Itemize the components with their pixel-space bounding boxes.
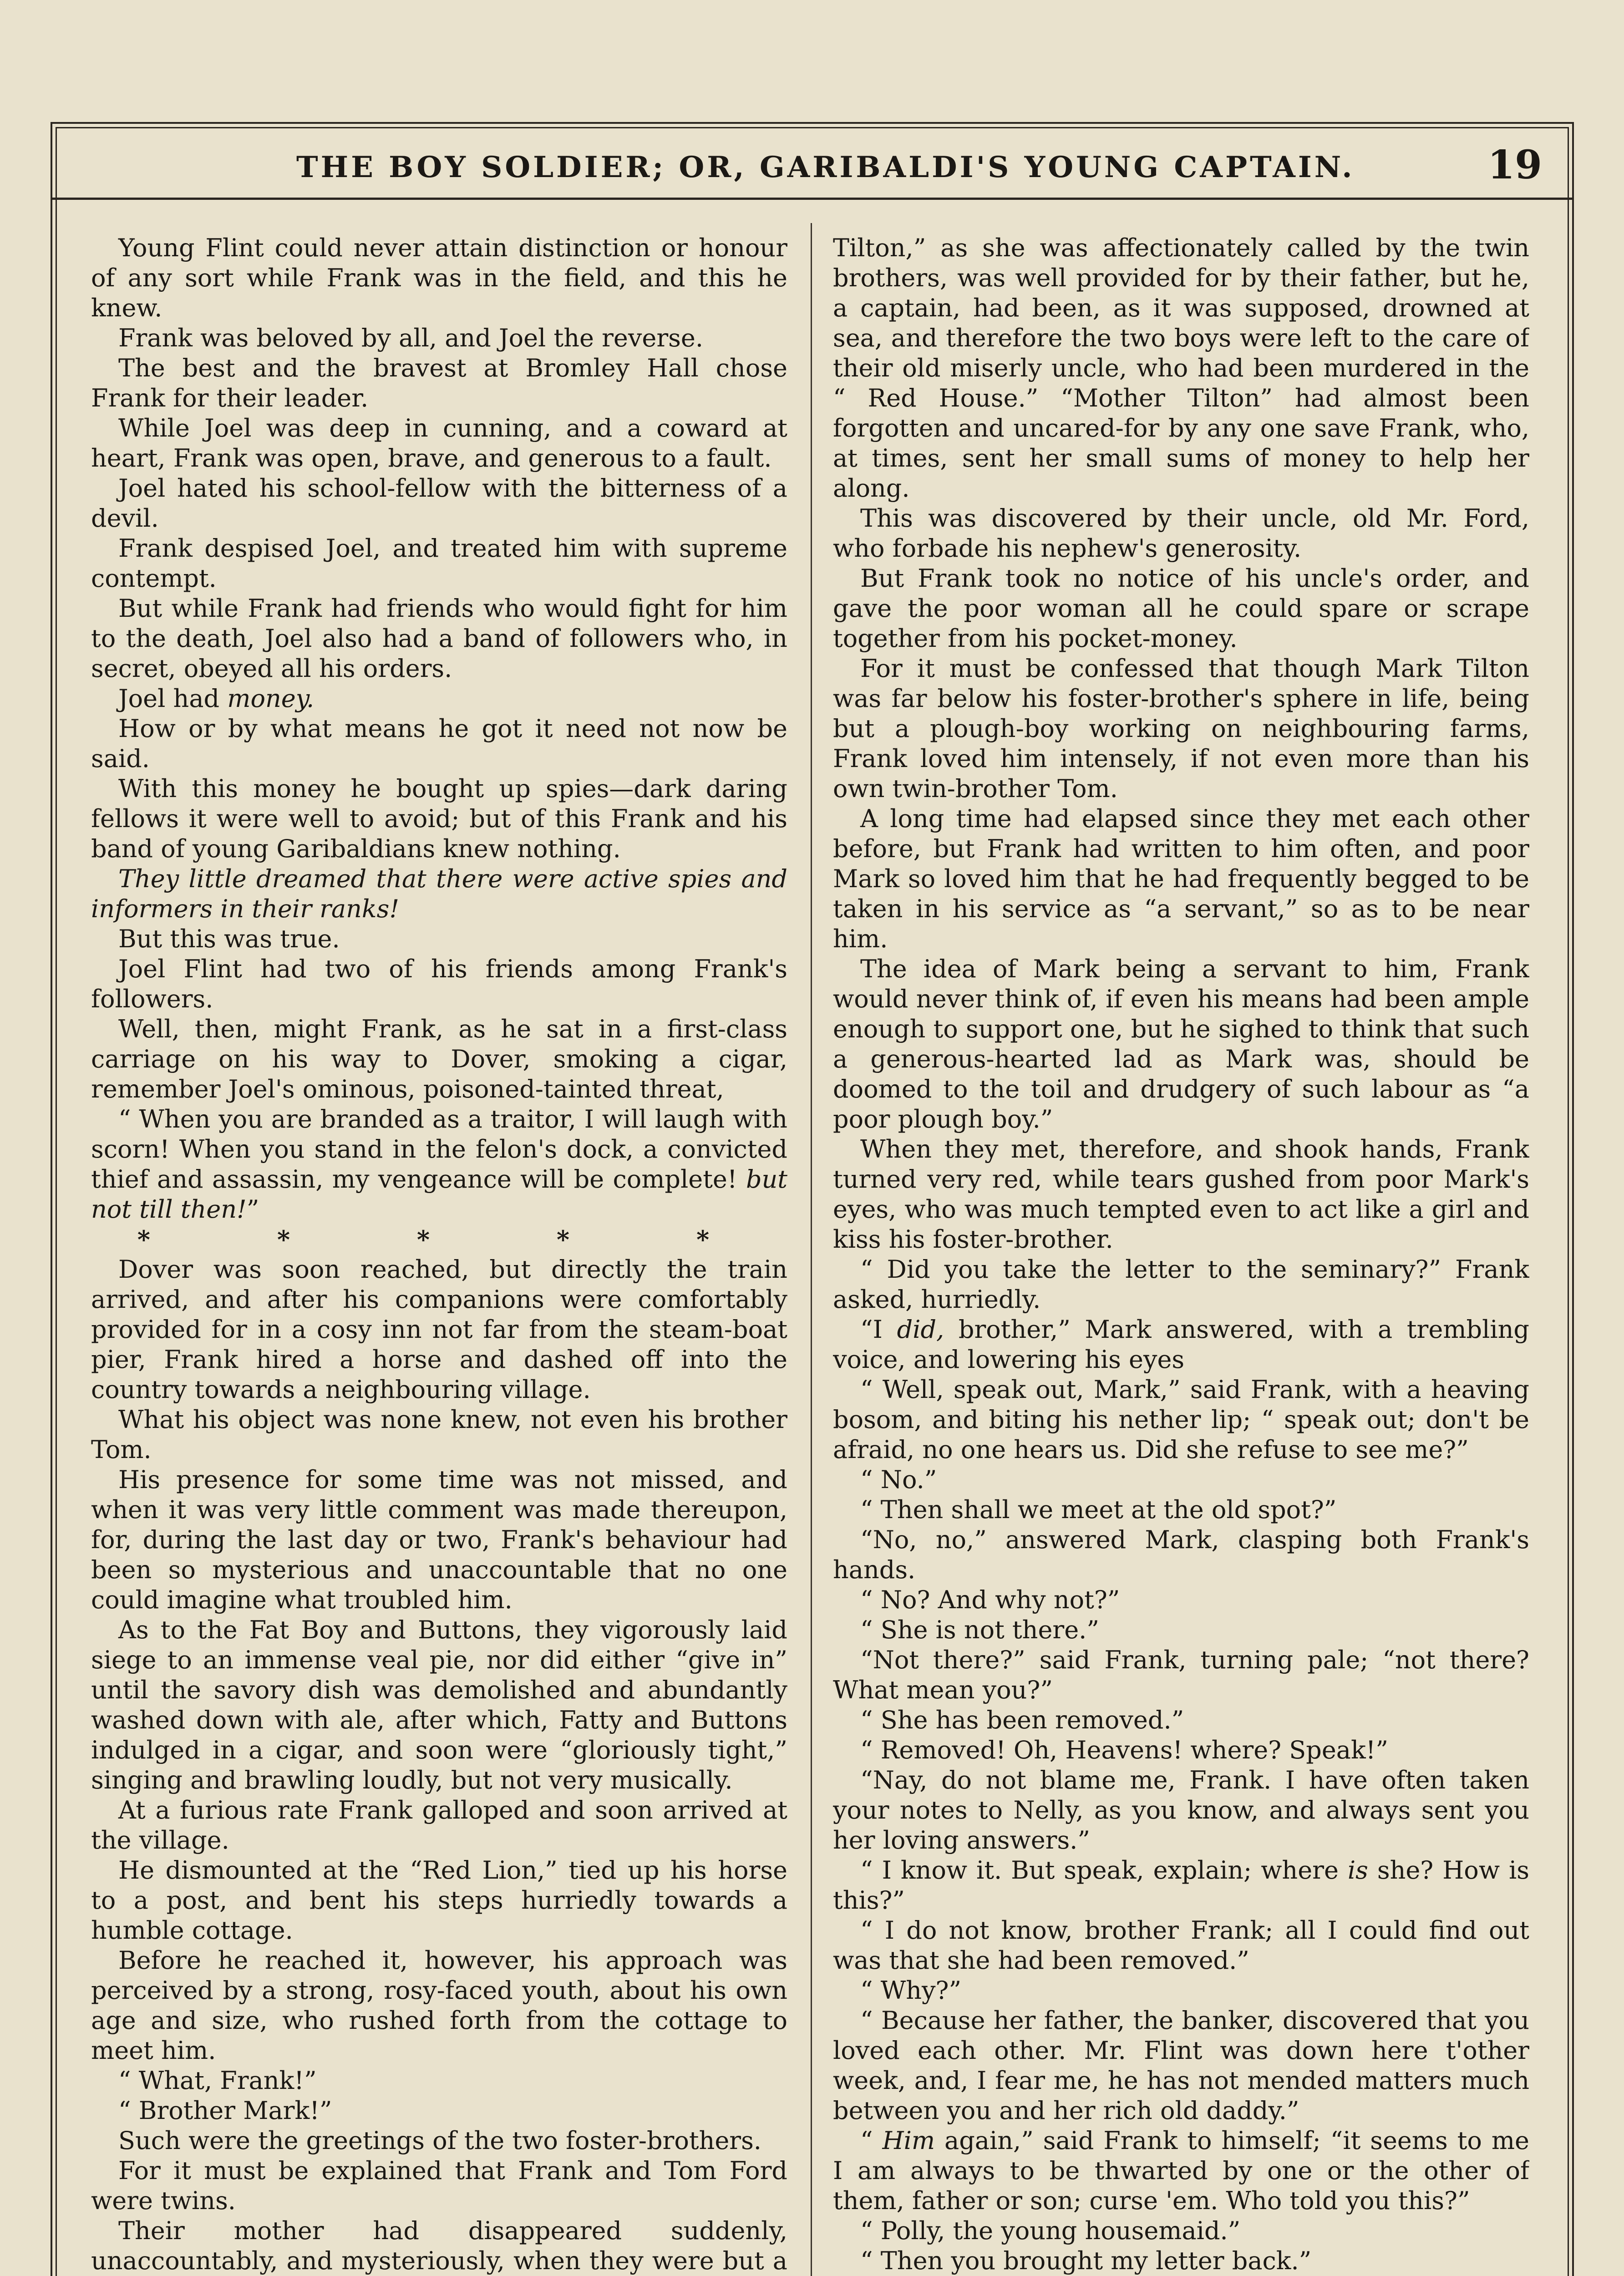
italic-text: Him <box>882 2126 935 2155</box>
paragraph: “Not there?” said Frank, turning pale; “not there? What mean you?” <box>833 1646 1529 1704</box>
paragraph: “ Why?” <box>860 1976 962 2005</box>
paragraph: “ Did you take the letter to the seminary?” Frank asked, hurriedly. <box>833 1255 1529 1314</box>
page-header <box>51 122 1574 200</box>
paragraph <box>833 2126 1529 2216</box>
paragraph: The best and the bravest at Bromley Hall chose Frank for their leader. <box>91 354 787 412</box>
paragraph-text: brother,” Mark answered, with a trembling voice, and lowering his eyes <box>833 1315 1529 1374</box>
paragraph-text: she? How is this?” <box>833 1856 1529 1915</box>
paragraph: Before he reached it, however, his approach was perceived by a strong, rosy-faced youth, about his own age and size, who rushed forth from the cottage to meet him. <box>91 1946 787 2065</box>
paragraph: For it must be explained that Frank and Tom Ford were twins. <box>91 2156 787 2215</box>
italic-text: They little dreamed that there were active spies and informers in their ranks! <box>91 864 787 923</box>
paragraph: “ No? And why not?” <box>860 1585 1120 1614</box>
paragraph: “ She is not there.” <box>860 1616 1099 1644</box>
paragraph: Their mother had disappeared suddenly, unaccountably, and mysteriously, when they were but a <box>91 2216 787 2275</box>
paragraph: He dismounted at the “Red Lion,” tied up his horse to a post, and bent his steps hurriedly towards a humble cottage. <box>91 1856 787 1945</box>
paragraph-text: “I <box>860 1315 897 1344</box>
paragraph: “Nay, do not blame me, Frank. I have often taken your notes to Nelly, as you know, and always sent you her loving answers.” <box>833 1766 1529 1854</box>
paragraph: Well, then, might Frank, as he sat in a first-class carriage on his way to Dover, smoking a cigar, remember Joel's ominous, poisoned-tainted threat, <box>91 1015 787 1103</box>
paragraph: As to the Fat Boy and Buttons, they vigorously laid siege to an immense veal pie, nor did either “give in” until the savory dish was demolished and abundantly washed down with ale, after which, Fatty and Buttons indulged in a cigar, and soon were “gloriously tight,” singing and brawling loudly, but not very musically. <box>91 1616 787 1794</box>
paragraph: “ Then shall we meet at the old spot?” <box>860 1495 1337 1524</box>
page-number: 19 <box>1487 142 1542 188</box>
paragraph-text: “ When you are branded as a traitor, I will laugh with scorn! When you stand in the felon's dock, a convicted thief and assassin, my vengeance will be complete! <box>91 1105 787 1194</box>
paragraph: But Frank took no notice of his uncle's order, and gave the poor woman all he could spare or scrape together from his pocket-money. <box>833 564 1529 653</box>
paragraph: A long time had elapsed since they met each other before, but Frank had written to him often, and poor Mark so loved him that he had frequently begged to be taken in his service as “a servant,” so as to be near him. <box>833 804 1529 953</box>
paragraph: “ Well, speak out, Mark,” said Frank, with a heaving bosom, and biting his nether lip; “ speak out; don't be afraid, no one hears us. Did she refuse to see me?” <box>833 1375 1529 1464</box>
paragraph: “ Polly, the young housemaid.” <box>860 2216 1241 2245</box>
paragraph: “ I do not know, brother Frank; all I could find out was that she had been removed.” <box>833 1916 1529 1975</box>
paragraph: How or by what means he got it need not now be said. <box>91 714 787 773</box>
paragraph: “No, no,” answered Mark, clasping both Frank's hands. <box>833 1525 1529 1584</box>
paragraph <box>91 684 787 714</box>
paragraph: Joel Flint had two of his friends among Frank's followers. <box>91 955 787 1013</box>
paragraph-text: “ I know it. But speak, explain; where <box>860 1856 1348 1885</box>
paragraph: Young Flint could never attain distinction or honour of any sort while Frank was in the field, and this he knew. <box>91 234 787 322</box>
italic-text: did, <box>897 1315 944 1344</box>
paragraph: For it must be confessed that though Mark Tilton was far below his foster-brother's sphere in life, being but a plough-boy working on neighbouring farms, Frank loved him intensely, if not even more than his own twin-brother Tom. <box>833 654 1529 803</box>
paragraph: When they met, therefore, and shook hands, Frank turned very red, while tears gushed from poor Mark's eyes, who was much tempted even to act like a girl and kiss his foster-brother. <box>833 1135 1529 1254</box>
left-text-column <box>91 233 787 2276</box>
paragraph: Joel hated his school-fellow with the bitterness of a devil. <box>91 474 787 533</box>
paragraph: “ What, Frank!” <box>118 2066 317 2095</box>
paragraph: “ Brother Mark!” <box>118 2096 332 2125</box>
paragraph-text: Joel had <box>118 684 228 713</box>
paragraph: Tilton,” as she was affectionately called by the twin brothers, was well provided for by their father, but he, a captain, had been, as it was supposed, drowned at sea, and therefore the two boys were left to the care of their old miserly uncle, who had been murdered in the “ Red House.” “Mother Tilton” had almost been forgotten and uncared-for by any one save Frank, who, at times, sent her small sums of money to help her along. <box>833 234 1529 503</box>
paragraph-text: again,” said Frank to himself; “it seems to me I am always to be thwarted by one or the other of them, father or son; curse 'em. Who told you this?” <box>833 2126 1529 2215</box>
paragraph-text: ” <box>246 1195 259 1224</box>
paragraph: “ Then you brought my letter back.” <box>860 2246 1312 2275</box>
paragraph <box>833 1855 1529 1915</box>
paragraph: Such were the greetings of the two foster-brothers. <box>118 2126 761 2155</box>
paragraph: While Joel was deep in cunning, and a coward at heart, Frank was open, brave, and generous to a fault. <box>91 414 787 472</box>
running-title: THE BOY SOLDIER; OR, GARIBALDI'S YOUNG CAPTAIN. <box>296 150 1355 184</box>
paragraph <box>91 1104 787 1224</box>
column-divider <box>811 223 812 2276</box>
paragraph <box>833 1315 1529 1375</box>
paragraph: “ Removed! Oh, Heavens! where? Speak!” <box>860 1736 1389 1764</box>
italic-text: but not till then! <box>91 1165 787 1224</box>
paragraph: At a furious rate Frank galloped and soon arrived at the village. <box>91 1796 787 1854</box>
right-text-column <box>833 233 1529 2276</box>
paragraph: Frank despised Joel, and treated him with supreme contempt. <box>91 534 787 593</box>
paragraph: But while Frank had friends who would fight for him to the death, Joel also had a band of followers who, in secret, obeyed all his orders. <box>91 594 787 683</box>
paragraph: But this was true. <box>118 925 340 953</box>
italic-text: money. <box>227 684 315 713</box>
paragraph: Frank was beloved by all, and Joel the reverse. <box>118 324 703 352</box>
italic-text: is <box>1347 1856 1368 1885</box>
paragraph: “ Because her father, the banker, discovered that you loved each other. Mr. Flint was down here t'other week, and, I fear me, he has not mended matters much between you and her rich old daddy.” <box>833 2006 1529 2125</box>
paragraph: His presence for some time was not missed, and when it was very little comment was made thereupon, for, during the last day or two, Frank's behaviour had been so mysterious and unaccountable that no one could imagine what troubled him. <box>91 1465 787 1614</box>
paragraph: What his object was none knew, not even his brother Tom. <box>91 1405 787 1464</box>
paragraph: “ No.” <box>860 1465 937 1494</box>
paragraph: The idea of Mark being a servant to him, Frank would never think of, if even his means had been ample enough to support one, but he sighed to think that such a generous-hearted lad as Mark was, should be doomed to the toil and drudgery of such labour as “a poor plough boy.” <box>833 955 1529 1133</box>
paragraph: “ She has been removed.” <box>860 1706 1184 1734</box>
paragraph <box>91 864 787 924</box>
paragraph-text: “ <box>860 2126 883 2155</box>
paragraph: With this money he bought up spies—dark daring fellows it were well to avoid; but of this Frank and his band of young Garibaldians knew nothing. <box>91 774 787 863</box>
paragraph: Dover was soon reached, but directly the train arrived, and after his companions were comfortably provided for in a cosy inn not far from the steam-boat pier, Frank hired a horse and dashed off into the country towards a neighbouring village. <box>91 1255 787 1404</box>
paragraph: This was discovered by their uncle, old Mr. Ford, who forbade his nephew's generosity. <box>833 504 1529 563</box>
section-break: * * * * * <box>137 1225 769 1254</box>
